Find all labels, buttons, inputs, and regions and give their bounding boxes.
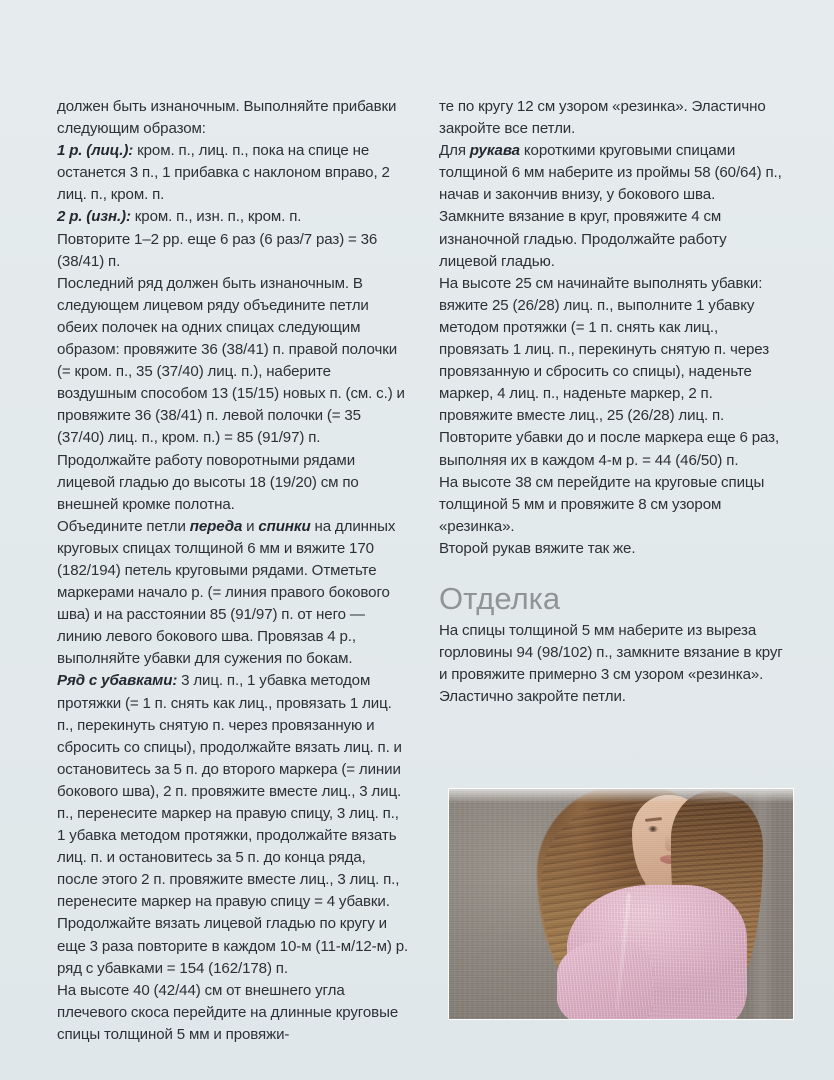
paragraph-repeat: Повторите 1–2 рр. еще 6 раз (6 раз/7 раз) = 36 (38/41) п. <box>57 230 378 270</box>
runin-label-row1: 1 р. (лиц.): <box>57 142 134 160</box>
model-eye-left <box>647 826 659 832</box>
photo-top-fade <box>449 789 793 803</box>
join-body-text-mid: и <box>242 517 259 535</box>
paragraph-row1 <box>57 140 410 206</box>
emphasis-sleeve: рукава <box>469 142 520 160</box>
runin-label-decrease-row: Ряд с убавками: <box>57 672 178 690</box>
paragraph-row2 <box>57 206 410 228</box>
paragraph-finishing: На спицы толщиной 5 мм наберите из выреза горловины 94 (98/102) п., замкните вязание в круг и провяжите примерно 3 см узором «резинка». Эластично закройте петли. <box>439 621 783 706</box>
paragraph-continuation: должен быть изнаночным. Выполняйте прибавки следующим образом: <box>57 98 397 138</box>
paragraph-decrease-row <box>57 670 410 913</box>
emphasis-back: спинки <box>258 517 311 535</box>
pink-sweater-sleeve <box>557 941 653 1019</box>
paragraph-join-fronts: Последний ряд должен быть изнаночным. В следующем лицевом ряду объедините петли обеих полочек на одних спицах следующим образом: провяжите 36 (38/41) п. правой полочки (= кром. п., 35 (37/40) лиц. п.), наберите воздушным способом 13 (15/15) новых п. (см. с.) и провяжите 36 (38/41) п. левой полочки (= 35 (37/40) лиц. п., кром. п.) = 85 (91/97) п. Продолжайте работу поворотными рядами лицевой гладью до высоты 18 (19/20) см по внешней кромке полотна. <box>57 274 405 513</box>
model-photo <box>449 789 793 1019</box>
right-text-column <box>439 96 783 708</box>
paragraph-height-40: На высоте 40 (42/44) см от внешнего угла плечевого скоса перейдите на длинные круговые спицы толщиной 5 мм и провяжи- <box>57 981 399 1043</box>
paragraph-continue-stockinette: Продолжайте вязать лицевой гладью по кругу и еще 3 раза повторите в каждом 10-м (11-м/12-м) р. ряд с убавками = 154 (162/178) п. <box>57 915 409 977</box>
runin-label-row2: 2 р. (изн.): <box>57 208 131 226</box>
paragraph-sleeve <box>439 140 783 273</box>
paragraph-sleeve-decrease: вяжите 25 (26/28) лиц. п., выполните 1 убавку методом протяжки (= 1 п. снять как лиц., провязать 1 лиц. п., перекинуть снятую п. через провязанную и сбросить со спицы), наденьте маркер, 4 лиц. п., наденьте маркер, 2 п. провяжите вместе лиц., 25 (26/28) лиц. п. <box>439 296 770 425</box>
paragraph-decrease-row-text: 3 лиц. п., 1 убавка методом протяжки (= 1 п. снять как лиц., провязать 1 лиц. п., перекинуть снятую п. через провязанную и сбросить со спицы), продолжайте вязать лиц. п. и остановитесь за 5 п. до второго маркера (= линии бокового шва), 2 п. провяжите вместе лиц., 3 лиц. п., перенесите маркер на правую спицу, 3 лиц. п., 1 убавка методом протяжки, продолжайте вязать лиц. п. и остановитесь за 5 п. до конца ряда, после этого 2 п. провяжите вместе лиц., 3 лиц. п., перенесите маркер на правую спицу = 4 убавки. <box>57 672 402 911</box>
join-body-text-before: Объедините петли <box>57 517 190 535</box>
join-body-text-after: на длинных круговых спицах толщиной 6 мм и вяжите 170 (182/194) петель круговыми рядами. Отметьте маркерами начало р. (= линия правого бокового шва) и на расстоянии 85 (91/97) п. от него — линию левого бокового шва. Провязав 4 р., выполняйте убавки для сужения по бокам. <box>57 517 396 668</box>
paragraph-row2-text: кром. п., изн. п., кром. п. <box>130 208 302 226</box>
paragraph-rib-12: те по кругу 12 см узором «резинка». Эластично закройте все петли. <box>439 98 766 138</box>
paragraph-join-body <box>57 516 410 671</box>
paragraph-repeat-decrease: Повторите убавки до и после маркера еще 6 раз, выполняя их в каждом 4-м р. = 44 (46/50) п. <box>439 429 780 469</box>
sleeve-text-before: Для <box>439 142 470 160</box>
left-text-column <box>57 96 410 1046</box>
paragraph-height-38: На высоте 38 см перейдите на круговые спицы толщиной 5 мм и провяжите 8 см узором «резинка». <box>439 473 765 535</box>
paragraph-second-sleeve: Второй рукав вяжите так же. <box>439 539 636 557</box>
section-heading-finishing: Отделка <box>439 580 561 616</box>
emphasis-front: переда <box>189 517 243 535</box>
model-photo-frame <box>449 789 793 1019</box>
paragraph-row1-text: кром. п., лиц. п., пока на спице не останется 3 п., 1 прибавка с наклоном вправо, 2 лиц. п., кром. п. <box>57 142 390 204</box>
sleeve-text-after: короткими круговыми спицами толщиной 6 мм наберите из проймы 58 (60/64) п., начав и закончив внизу, у бокового шва. Замкните вязание в круг, провяжите 4 см изнаночной гладью. Продолжайте работу лицевой гладью. <box>439 142 782 270</box>
paragraph-height-25: На высоте 25 см начинайте выполнять убавки: <box>439 274 763 292</box>
